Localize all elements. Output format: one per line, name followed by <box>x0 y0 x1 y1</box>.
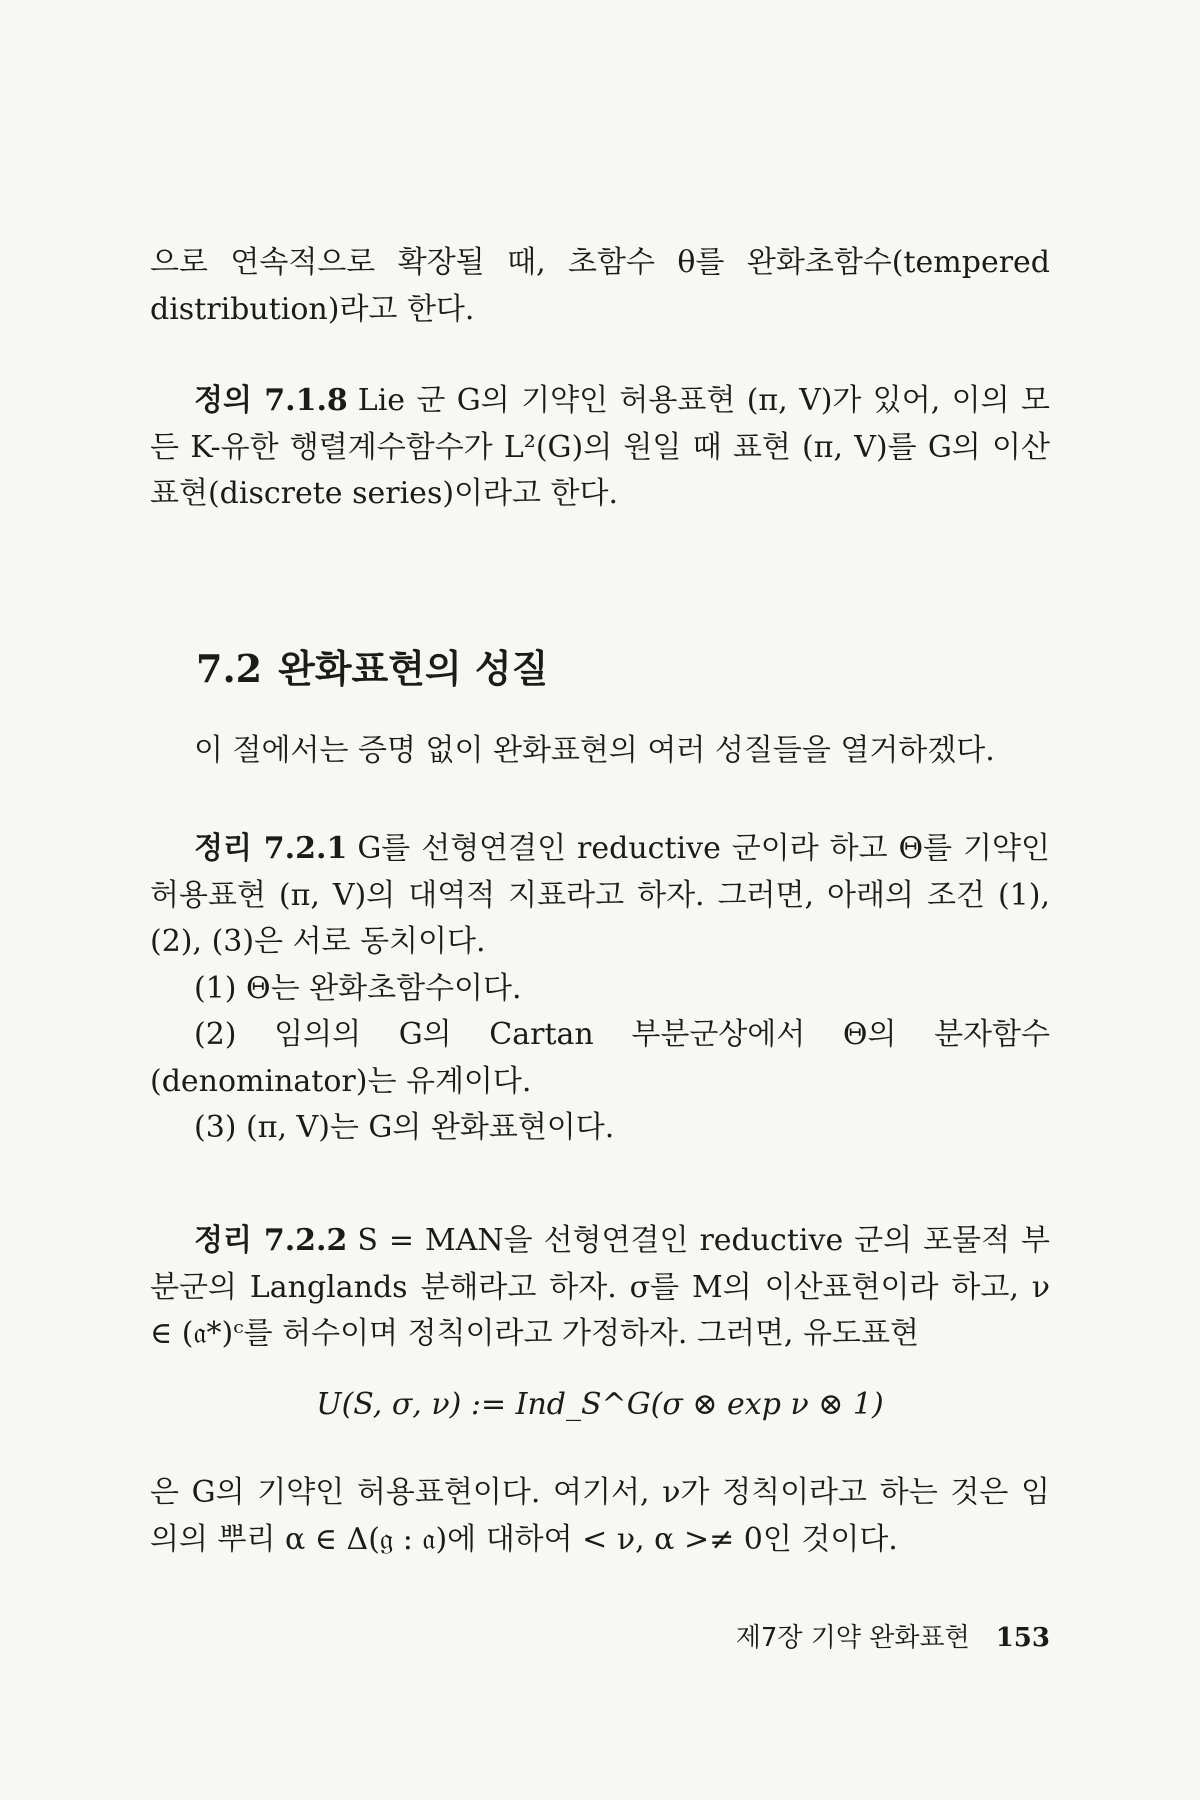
page-footer <box>736 1618 1050 1658</box>
theorem-7-2-1-item-1: (1) Θ는 완화초함수이다. <box>194 970 522 1006</box>
definition-paragraph <box>150 378 1050 518</box>
definition-7-1-8 <box>150 378 1050 518</box>
definition-label: 정의 7.1.8 <box>194 383 348 418</box>
theorem-7-2-1-item-2: (2) 임의의 G의 Cartan 부분군상에서 Θ의 분자함수(denominator)는 유계이다. <box>150 1017 1050 1099</box>
section-heading <box>196 640 548 699</box>
display-equation: U(S, σ, ν) := Ind_S^G(σ ⊗ exp ν ⊗ 1) <box>316 1387 884 1422</box>
section-number: 7.2 <box>196 646 263 691</box>
theorem-7-2-2-statement <box>150 1218 1050 1358</box>
section-intro-block <box>150 728 1050 775</box>
theorem-7-2-1-label: 정리 7.2.1 <box>194 831 348 866</box>
page-number: 153 <box>995 1623 1050 1653</box>
definition-text: Lie 군 G의 기약인 허용표현 (π, V)가 있어, 이의 모든 K-유한 행렬계수함수가 L²(G)의 원일 때 표현 (π, V)를 G의 이산표현(discrete series)이라고 한다. <box>150 383 1050 511</box>
theorem-7-2-2-label: 정리 7.2.2 <box>194 1223 348 1258</box>
intro-block <box>150 240 1050 333</box>
theorem-7-2-1-text: G를 선형연결인 reductive 군이라 하고 Θ를 기약인 허용표현 (π, V)의 대역적 지표라고 하자. 그러면, 아래의 조건 (1), (2), (3)은 서로 동치이다. <box>150 831 1050 959</box>
running-head: 제7장 기약 완화표현 <box>735 1623 970 1653</box>
section-title: 완화표현의 성질 <box>278 646 549 691</box>
theorem-7-2-2-conclusion: 은 G의 기약인 허용표현이다. 여기서, ν가 정칙이라고 하는 것은 임의의 뿌리 α ∈ Δ(𝔤 : 𝔞)에 대하여 < ν, α >≠ 0인 것이다. <box>150 1475 1050 1557</box>
theorem-7-2-1-item-3: (3) (π, V)는 G의 완화표현이다. <box>194 1110 615 1145</box>
theorem-7-2-2-text: S = MAN을 선형연결인 reductive 군의 포물적 부분군의 Langlands 분해라고 하자. σ를 M의 이산표현이라 하고, ν ∈ (𝔞*)ᶜ를 허수이며 정칙이라고 가정하자. 그러면, 유도표현 <box>150 1223 1051 1351</box>
theorem-7-2-2-conclusion-block <box>150 1470 1050 1563</box>
theorem-7-2-2 <box>150 1218 1050 1358</box>
theorem-7-2-1 <box>150 826 1050 1152</box>
intro-paragraph: 으로 연속적으로 확장될 때, 초함수 θ를 완화초함수(tempered distribution)라고 한다. <box>150 245 1050 327</box>
theorem-7-2-1-statement <box>150 826 1050 966</box>
section-intro: 이 절에서는 증명 없이 완화표현의 여러 성질들을 열거하겠다. <box>194 733 995 768</box>
